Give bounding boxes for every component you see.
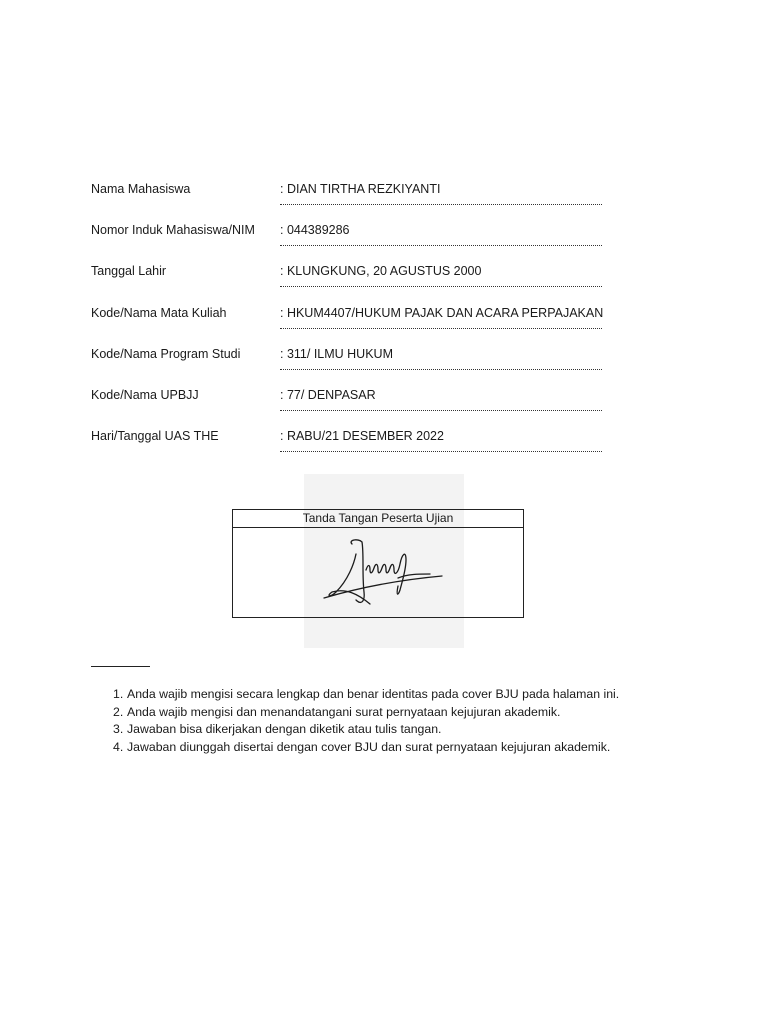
identity-row-nim [91, 223, 611, 264]
list-number: 3. [113, 722, 124, 737]
field-label: Kode/Nama Program Studi [91, 346, 241, 361]
signature-heading: Tanda Tangan Peserta Ujian [233, 510, 523, 528]
footnote-separator [91, 666, 150, 667]
dotted-line [280, 366, 602, 370]
field-label: Hari/Tanggal UAS THE [91, 429, 219, 444]
dotted-line [280, 407, 602, 411]
dotted-line [280, 283, 602, 287]
instructions-list [113, 686, 619, 756]
list-item [113, 704, 619, 722]
identity-row-exam-date [91, 429, 611, 470]
field-value: : 311/ ILMU HUKUM [280, 346, 393, 361]
identity-row-program [91, 347, 611, 388]
identity-form [91, 182, 611, 470]
list-number: 2. [113, 704, 124, 719]
dotted-line [280, 242, 602, 246]
handwritten-signature [318, 534, 446, 614]
field-label: Tanggal Lahir [91, 264, 167, 279]
identity-row-birthdate [91, 264, 611, 305]
list-text: Anda wajib mengisi dan menandatangani surat pernyataan kejujuran akademik. [127, 704, 561, 719]
field-value: : HKUM4407/HUKUM PAJAK DAN ACARA PERPAJAKAN [280, 305, 604, 320]
list-text: Jawaban diunggah disertai dengan cover BJU dan surat pernyataan kejujuran akademik. [127, 739, 611, 754]
list-item [113, 686, 619, 704]
field-value: : RABU/21 DESEMBER 2022 [280, 429, 444, 444]
list-number: 4. [113, 739, 124, 754]
dotted-line [280, 325, 602, 329]
list-item [113, 721, 619, 739]
list-number: 1. [113, 687, 124, 701]
field-label: Nama Mahasiswa [91, 182, 191, 196]
field-label: Nomor Induk Mahasiswa/NIM [91, 223, 255, 238]
list-item [113, 739, 619, 757]
dotted-line [280, 201, 602, 205]
identity-row-upbjj [91, 388, 611, 429]
dotted-line [280, 448, 602, 452]
field-value: : 77/ DENPASAR [280, 387, 376, 402]
field-value: : DIAN TIRTHA REZKIYANTI [280, 182, 441, 196]
field-label: Kode/Nama Mata Kuliah [91, 305, 227, 320]
field-value: : KLUNGKUNG, 20 AGUSTUS 2000 [280, 264, 482, 279]
field-value: : 044389286 [280, 223, 350, 238]
list-text: Anda wajib mengisi secara lengkap dan benar identitas pada cover BJU pada halaman ini. [127, 687, 620, 701]
list-text: Jawaban bisa dikerjakan dengan diketik atau tulis tangan. [127, 722, 442, 737]
identity-row-name [91, 182, 611, 223]
field-label: Kode/Nama UPBJJ [91, 387, 199, 402]
identity-row-course [91, 306, 611, 347]
